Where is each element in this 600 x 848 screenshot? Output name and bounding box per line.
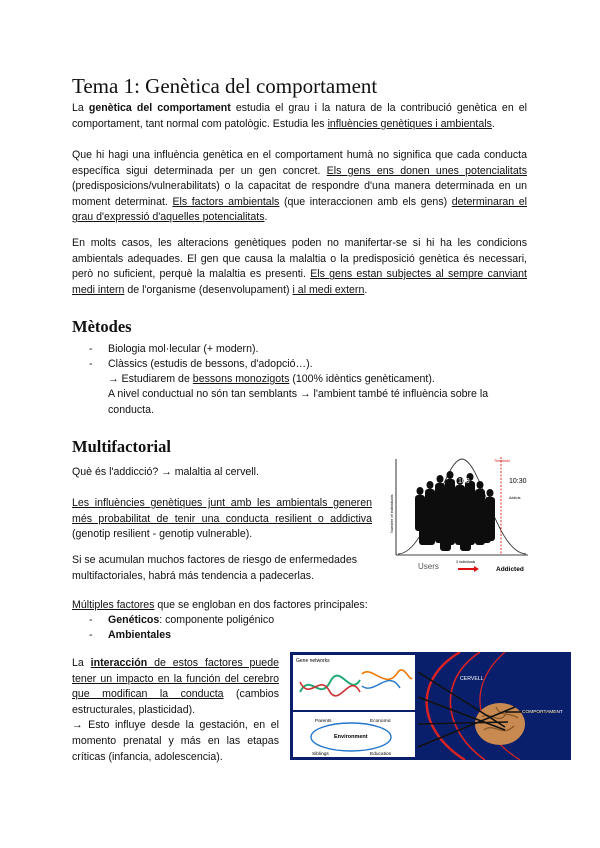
list-dash: - xyxy=(89,343,93,355)
addicted-label: Addicted xyxy=(496,566,524,573)
multifactorial-heading: Multifactorial xyxy=(72,437,171,456)
users-label: Users xyxy=(418,562,439,571)
people-silhouettes xyxy=(415,471,495,551)
interaction-paragraph: La interacción de estos factores puede tener un impacto en la función del cerebro que modifican la conducta (cambios estructurales, plasticidad). → Esto influye desde la gestación, en el momento prenatal y más en las etapas críticas (infancia, adolescencia). xyxy=(72,657,279,763)
list-dash: - xyxy=(89,629,93,641)
list-dash: - xyxy=(89,614,93,626)
multiple-factors-line: Múltiples factores que se engloban en dos factores principales: xyxy=(72,599,368,611)
y-axis-label: Number of individuals xyxy=(389,494,394,533)
addiction-distribution-figure xyxy=(388,455,530,573)
threshold-label: Threshold xyxy=(494,459,510,463)
education-label: Education xyxy=(370,752,392,757)
metodes-subitem-2: A nivel conductual no són tan semblants → l'ambient també té influència sobre la conducta. xyxy=(108,388,489,416)
parents-label: Parents xyxy=(315,719,332,724)
metodes-item-2: Clàssics (estudis de bessons, d'adopció…). xyxy=(108,358,313,370)
economic-label: Economic xyxy=(370,719,392,724)
list-dash: - xyxy=(89,358,93,370)
environmental-factor-item: Ambientales xyxy=(108,629,171,641)
label-addicts: Addicts xyxy=(509,496,521,500)
metodes-heading: Mètodes xyxy=(72,317,132,336)
genetic-environment-paragraph: Les influències genètiques junt amb les ambientals generen més probabilitat de tenir una conducta resilient o addictiva (genotip resilient - genotip vulnerable). xyxy=(72,497,372,541)
intro-paragraph-3: En molts casos, les alteracions genètiques poden no manifertar-se si hi ha les condicions ambientals adequades. El gen que causa la malaltia o la predisposició genètica és necessari, però no suficient, perquè la malaltia es presenti. Els gens estan subjectes al sempre canviant medi intern de l'organisme (desenvolupament) i al medi extern. xyxy=(72,237,527,296)
metodes-subitem-1: → Estudiarem de bessons monozigots (100% idèntics genèticament). xyxy=(108,373,435,385)
metodes-item-1: Biologia mol·lecular (+ modern). xyxy=(108,343,259,355)
risk-factors-paragraph: Si se acumulan muchos factores de riesgo de enfermedades multifactoriales, habrá más tendencia a padecerlas. xyxy=(72,554,358,582)
page-title: Tema 1: Genètica del comportament xyxy=(72,74,378,98)
intro-paragraph-2: Que hi hagi una influència genètica en el comportament humà no significa que cada conducta específica sigui determinada per un gen concret. Els gens ens donen unes potencialitats (predisposicions/vulnerabilitats) o la capacitat de respondre d'una manera determinada en un moment determinat. Els factors ambientals (que interaccionen amb els gens) determinaran el grau d'expressió d'aquelles potencialitats. xyxy=(72,149,527,224)
addiction-question: Què és l'addicció? → malaltia al cervell. xyxy=(72,466,259,478)
label-1030: 10:30 xyxy=(509,478,527,485)
gene-environment-brain-figure xyxy=(290,652,571,760)
genetic-factor-item: Genéticos: componente poligénico xyxy=(108,614,275,626)
comportament-label: COMPORTAMENT xyxy=(522,710,563,715)
label-100: 100 xyxy=(458,478,470,485)
cervell-label: CERVELL xyxy=(460,676,484,682)
individuals-label: 3 individuals xyxy=(456,560,476,564)
environment-label: Environment xyxy=(334,734,368,740)
intro-paragraph-1: La genètica del comportament estudia el grau i la natura de la contribució genètica en el comportament, tant normal com patològic. Estudia les influències genètiques i ambientals. xyxy=(72,102,528,130)
gene-networks-label: Gene networks xyxy=(296,658,330,664)
siblings-label: Siblings xyxy=(312,752,329,757)
